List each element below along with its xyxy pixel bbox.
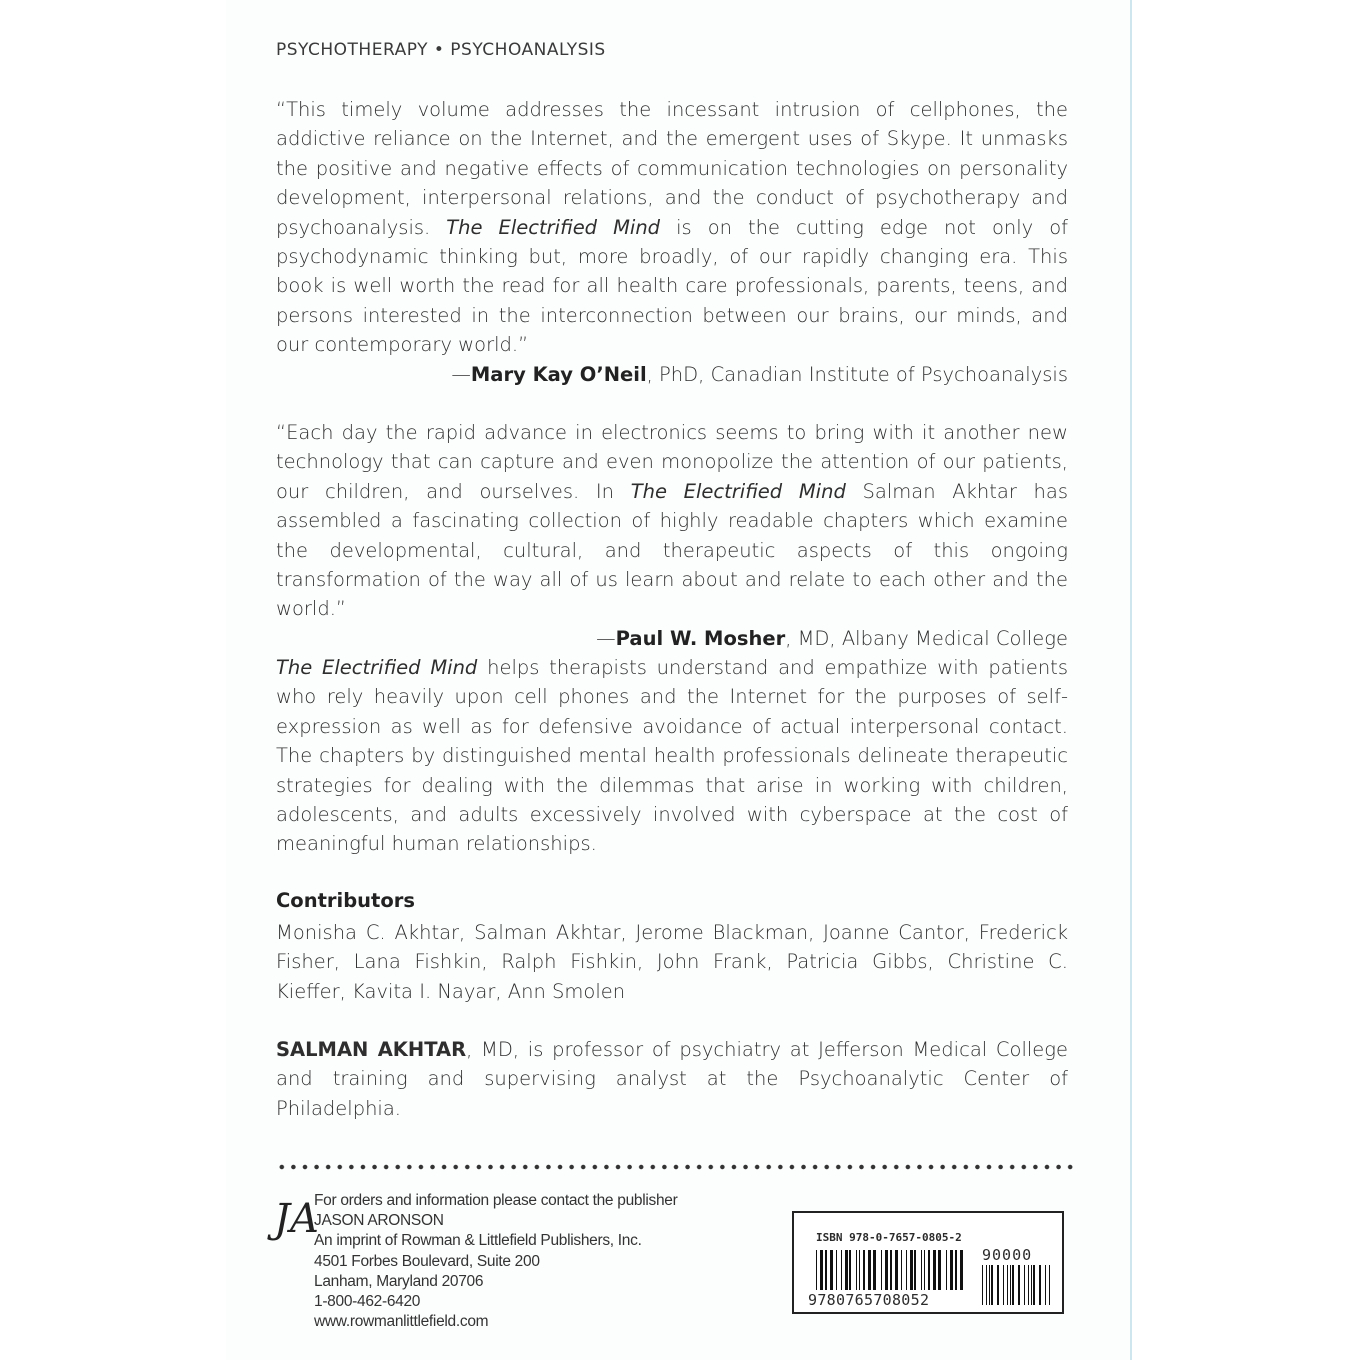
barcode-bar bbox=[982, 1265, 983, 1305]
barcode-bar bbox=[1007, 1265, 1008, 1305]
description-text: helps therapists understand and empathize with patients who rely heavily upon cell phones and the Internet for the purposes of self-expression as well as for defensive avoidance of actual interpersonal contact. The chapters by distinguished mental health professionals delineate therapeutic strategies for dealing with the dilemmas that arise in working with children, adolescents, and adults excessively involved with cyberspace at the cost of meaningful human relationships. bbox=[276, 656, 1068, 856]
barcode-bar bbox=[856, 1250, 857, 1290]
barcode-bar bbox=[910, 1250, 913, 1290]
description-book-title: The Electrified Mind bbox=[276, 656, 478, 679]
review-2-quote-start: “Each day the rapid advance in electronics seems to bring with it another new technology that can capture and even monopolize the attention of our patients, our children, and ourselves. In bbox=[276, 421, 1068, 503]
addon-barcode bbox=[982, 1265, 1054, 1309]
barcode-box bbox=[792, 1211, 1064, 1314]
barcode-bar bbox=[997, 1265, 999, 1305]
reviewer-2-name: Paul W. Mosher bbox=[615, 626, 786, 650]
reviewer-1-name: Mary Kay O’Neil bbox=[470, 362, 647, 386]
review-2 bbox=[276, 418, 1068, 653]
barcode-bar bbox=[1031, 1265, 1032, 1305]
barcode-bar bbox=[924, 1250, 925, 1290]
publisher-info bbox=[314, 1191, 677, 1332]
publisher-line: JASON ARONSON bbox=[314, 1212, 444, 1230]
barcode-bar bbox=[1003, 1265, 1004, 1305]
barcode-bar bbox=[950, 1250, 953, 1290]
barcode-bar bbox=[820, 1250, 823, 1290]
reviewer-2-credentials: , MD, Albany Medical College bbox=[785, 626, 1068, 650]
barcode-bar bbox=[946, 1250, 947, 1290]
ean-barcode bbox=[816, 1250, 966, 1294]
barcode-bar bbox=[816, 1250, 817, 1290]
review-1-quote-end: is on the cutting edge not only of psychodynamic thinking but, more broadly, of our rapidly changing era. This book is well worth the read for all health care professionals, parents, teens, and persons interested in the interconnection between our brains, our minds, and our contemporary world.” bbox=[276, 215, 1069, 357]
addon-number: 90000 bbox=[982, 1246, 1033, 1264]
barcode-bar bbox=[955, 1250, 957, 1290]
barcode-bar bbox=[863, 1250, 865, 1290]
barcode-bar bbox=[1012, 1265, 1014, 1305]
barcode-bar bbox=[1039, 1265, 1041, 1305]
barcode-bar bbox=[960, 1250, 963, 1290]
barcode-bar bbox=[825, 1250, 827, 1290]
review-1 bbox=[276, 95, 1068, 389]
barcode-bar bbox=[845, 1250, 848, 1290]
barcode-bar bbox=[921, 1250, 922, 1290]
dotted-divider bbox=[276, 1163, 1076, 1171]
back-cover bbox=[226, 0, 1132, 1360]
publisher-line: An imprint of Rowman & Littlefield Publishers, Inc. bbox=[314, 1232, 642, 1250]
barcode-bar bbox=[873, 1250, 876, 1290]
barcode-bar bbox=[885, 1250, 888, 1290]
category-label: PSYCHOTHERAPY • PSYCHOANALYSIS bbox=[276, 40, 606, 60]
barcode-bar bbox=[1045, 1265, 1046, 1305]
barcode-bar bbox=[933, 1250, 936, 1290]
reviewer-1-credentials: , PhD, Canadian Institute of Psychoanalysis bbox=[646, 362, 1068, 386]
contributors-list: Monisha C. Akhtar, Salman Akhtar, Jerome Blackman, Joanne Cantor, Frederick Fisher, Lana Fishkin, Ralph Fishkin, John Frank, Patricia Gibbs, Christine C. Kieffer, Kavita I. Nayar, Ann Smolen bbox=[276, 921, 1068, 1003]
barcode-bar bbox=[1018, 1265, 1020, 1305]
contributors-heading: Contributors bbox=[276, 889, 415, 912]
barcode-bar bbox=[928, 1250, 930, 1290]
barcode-bar bbox=[1049, 1265, 1050, 1305]
barcode-bar bbox=[1010, 1265, 1011, 1305]
barcode-bar bbox=[914, 1250, 916, 1290]
barcode-bar bbox=[991, 1265, 993, 1305]
barcode-bar bbox=[1033, 1265, 1035, 1305]
barcode-bar bbox=[841, 1250, 842, 1290]
barcode-bar bbox=[895, 1250, 898, 1290]
barcode-bar bbox=[881, 1250, 882, 1290]
review-2-book-title: The Electrified Mind bbox=[630, 479, 846, 503]
review-1-quote-start: “This timely volume addresses the incessant intrusion of cellphones, the addictive reliance on the Internet, and the emergent uses of Skype. It unmasks the positive and negative effects of communication technologies on personality development, interpersonal relations, and the conduct of psychotherapy and psychoanalysis. bbox=[276, 98, 1068, 239]
barcode-bar bbox=[986, 1265, 987, 1305]
barcode-bar bbox=[836, 1250, 837, 1290]
barcode-bar bbox=[938, 1250, 941, 1290]
review-2-attribution: —Paul W. Mosher, MD, Albany Medical College bbox=[596, 626, 1068, 650]
author-bio bbox=[276, 1035, 1068, 1123]
barcode-bar bbox=[901, 1250, 902, 1290]
isbn-label: ISBN 978-0-7657-0805-2 bbox=[816, 1231, 962, 1244]
review-1-book-title: The Electrified Mind bbox=[446, 215, 661, 239]
barcode-bar bbox=[1024, 1265, 1025, 1305]
barcode-bar bbox=[830, 1250, 833, 1290]
barcode-bar bbox=[849, 1250, 851, 1290]
book-description bbox=[276, 653, 1068, 859]
review-2-quote-end: Salman Akhtar has assembled a fascinating collection of highly readable chapters which examine the developmental, cultural, and therapeutic aspects of this ongoing transformation of the way all of us learn about and relate to each other and the world.” bbox=[276, 479, 1069, 621]
publisher-logo: JA bbox=[274, 1196, 319, 1242]
author-name: SALMAN AKHTAR bbox=[276, 1038, 467, 1061]
publisher-line: 4501 Forbes Boulevard, Suite 200 bbox=[314, 1252, 540, 1270]
barcode-bar bbox=[859, 1250, 860, 1290]
ean-number: 9780765708052 bbox=[808, 1291, 930, 1309]
barcode-bar bbox=[989, 1265, 990, 1305]
author-bio-text: , MD, is professor of psychiatry at Jefferson Medical College and training and supervising analyst at the Psychoanalytic Center of Philadelphia. bbox=[276, 1038, 1068, 1120]
publisher-line: 1-800-462-6420 bbox=[314, 1293, 421, 1311]
barcode-bar bbox=[1028, 1265, 1029, 1305]
publisher-url: www.rowmanlittlefield.com bbox=[314, 1313, 489, 1331]
publisher-line: For orders and information please contact the publisher bbox=[314, 1192, 678, 1209]
barcode-bar bbox=[890, 1250, 892, 1290]
barcode-bar bbox=[906, 1250, 907, 1290]
publisher-line: Lanham, Maryland 20706 bbox=[314, 1272, 484, 1290]
review-1-attribution: —Mary Kay O’Neil, PhD, Canadian Institute of Psychoanalysis bbox=[451, 362, 1068, 386]
barcode-bar bbox=[868, 1250, 871, 1290]
